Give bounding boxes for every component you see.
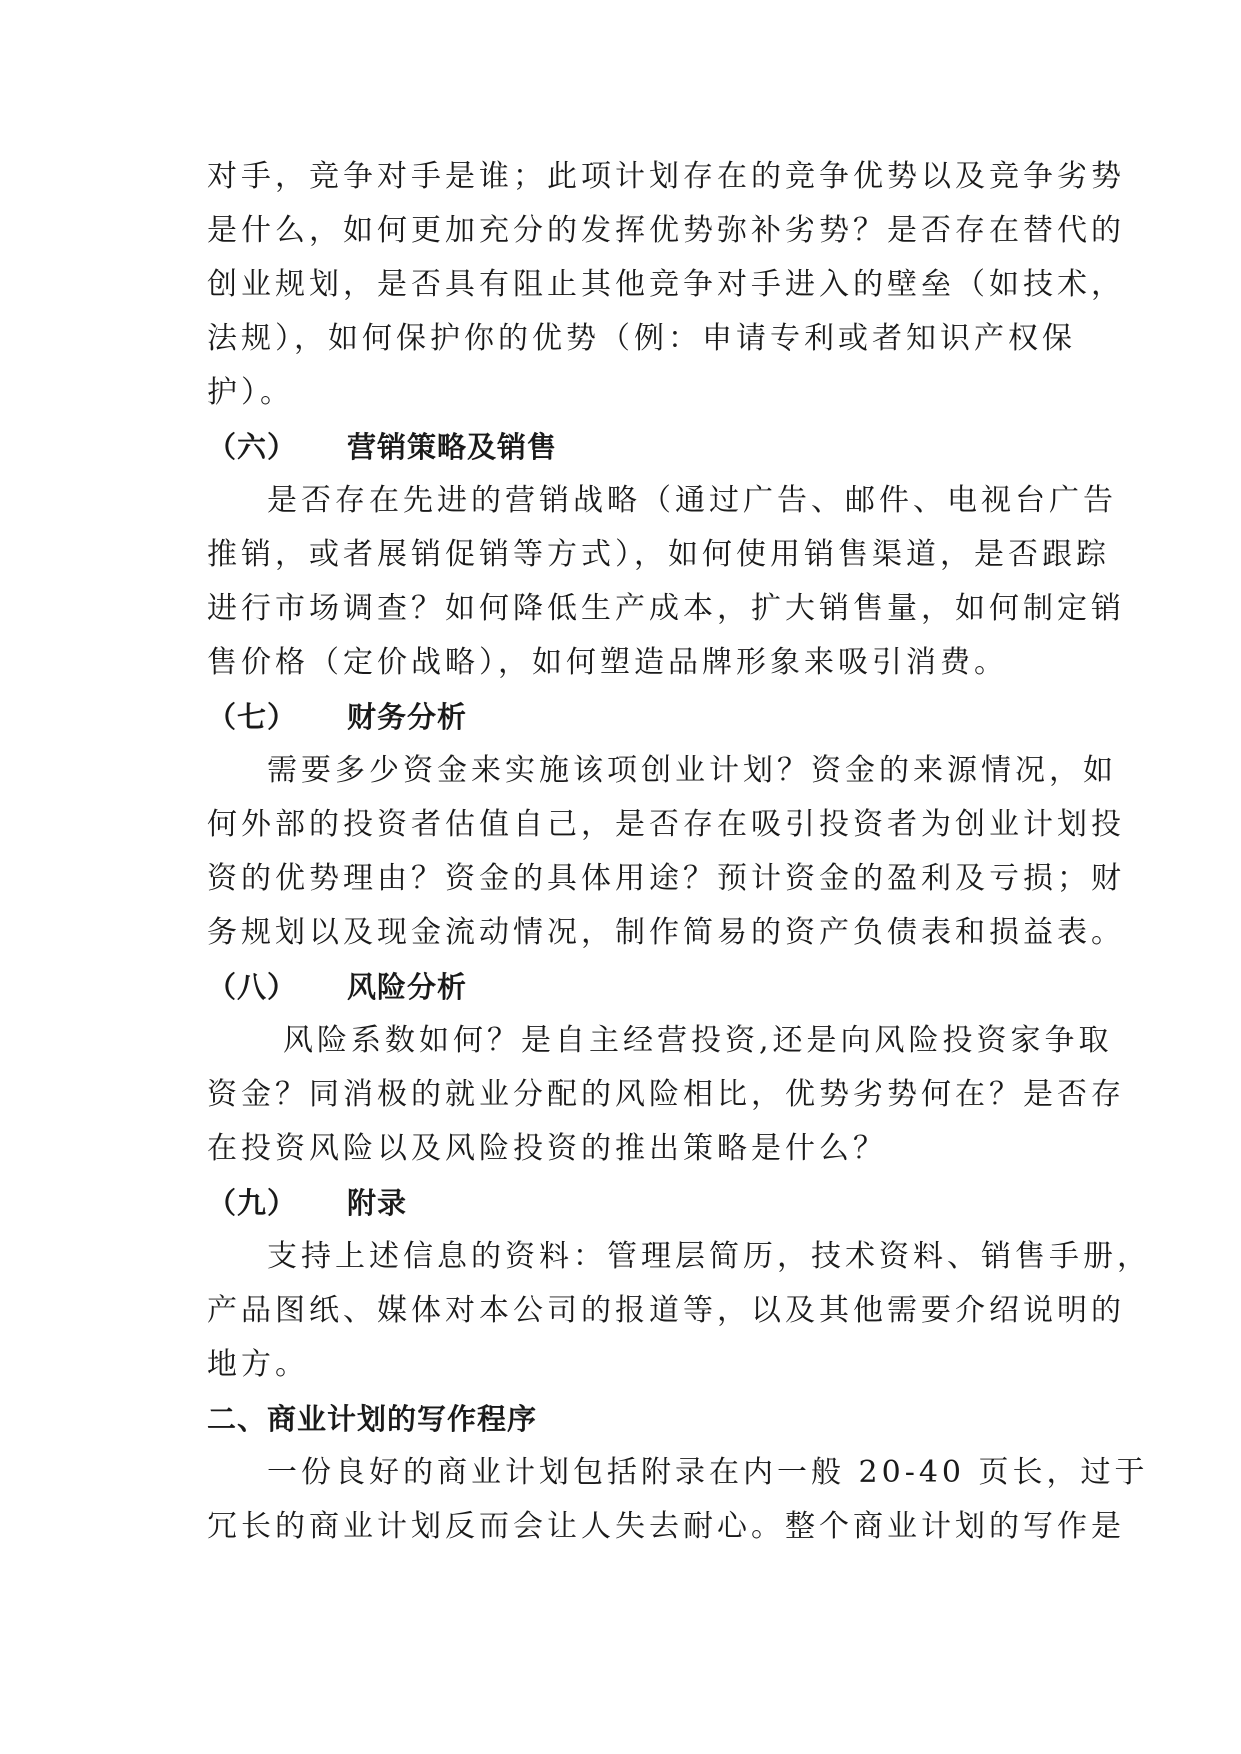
section-heading-7 — [207, 690, 1057, 744]
section-number: （九） — [207, 1186, 298, 1220]
section-heading-8 — [207, 960, 1057, 1014]
body-text-line: 在投资风险以及风险投资的推出策略是什么？ — [207, 1131, 887, 1166]
section-number: （七） — [207, 700, 298, 734]
body-text-line: 资的优势理由？资金的具体用途？预计资金的盈利及亏损；财 — [207, 861, 1125, 896]
body-text-line: 法规），如何保护你的优势（例：申请专利或者知识产权保 — [207, 321, 1076, 356]
section-heading-9 — [207, 1176, 1057, 1230]
body-text-line: 产品图纸、媒体对本公司的报道等，以及其他需要介绍说明的 — [207, 1293, 1125, 1328]
body-text-line: 创业规划，是否具有阻止其他竞争对手进入的壁垒（如技术， — [207, 267, 1125, 302]
body-text-line: 是否存在先进的营销战略（通过广告、邮件、电视台广告 — [267, 483, 1117, 518]
body-text-line: 一份良好的商业计划包括附录在内一般 20-40 页长，过于 — [267, 1455, 1149, 1490]
section-heading-2: 二、商业计划的写作程序 — [207, 1402, 538, 1436]
body-text-line: 何外部的投资者估值自己，是否存在吸引投资者为创业计划投 — [207, 807, 1125, 842]
body-text-line: 护）。 — [207, 375, 294, 410]
section-title: 附录 — [347, 1186, 408, 1220]
section-title: 财务分析 — [347, 700, 468, 734]
body-text-line: 务规划以及现金流动情况，制作简易的资产负债表和损益表。 — [207, 915, 1125, 950]
body-text-line: 风险系数如何？是自主经营投资,还是向风险投资家争取 — [283, 1023, 1113, 1058]
section-heading-6 — [207, 420, 1057, 474]
body-text-line: 售价格（定价战略），如何塑造品牌形象来吸引消费。 — [207, 645, 1008, 680]
body-text-line: 地方。 — [207, 1347, 309, 1382]
section-title: 营销策略及销售 — [347, 430, 558, 464]
body-text-line: 推销，或者展销促销等方式），如何使用销售渠道，是否跟踪 — [207, 537, 1110, 572]
section-title: 风险分析 — [347, 970, 468, 1004]
document-page — [207, 150, 1151, 1554]
body-text-line: 进行市场调查？如何降低生产成本，扩大销售量，如何制定销 — [207, 591, 1125, 626]
body-text-line: 需要多少资金来实施该项创业计划？资金的来源情况，如 — [267, 753, 1117, 788]
body-text-line: 支持上述信息的资料：管理层简历，技术资料、销售手册， — [267, 1239, 1151, 1274]
body-text-line: 冗长的商业计划反而会让人失去耐心。整个商业计划的写作是 — [207, 1509, 1125, 1544]
body-text-line: 对手，竞争对手是谁；此项计划存在的竞争优势以及竞争劣势 — [207, 159, 1125, 194]
section-number: （八） — [207, 970, 298, 1004]
section-number: （六） — [207, 430, 298, 464]
body-text-line: 资金？同消极的就业分配的风险相比，优势劣势何在？是否存 — [207, 1077, 1125, 1112]
body-text-line: 是什么，如何更加充分的发挥优势弥补劣势？是否存在替代的 — [207, 213, 1125, 248]
